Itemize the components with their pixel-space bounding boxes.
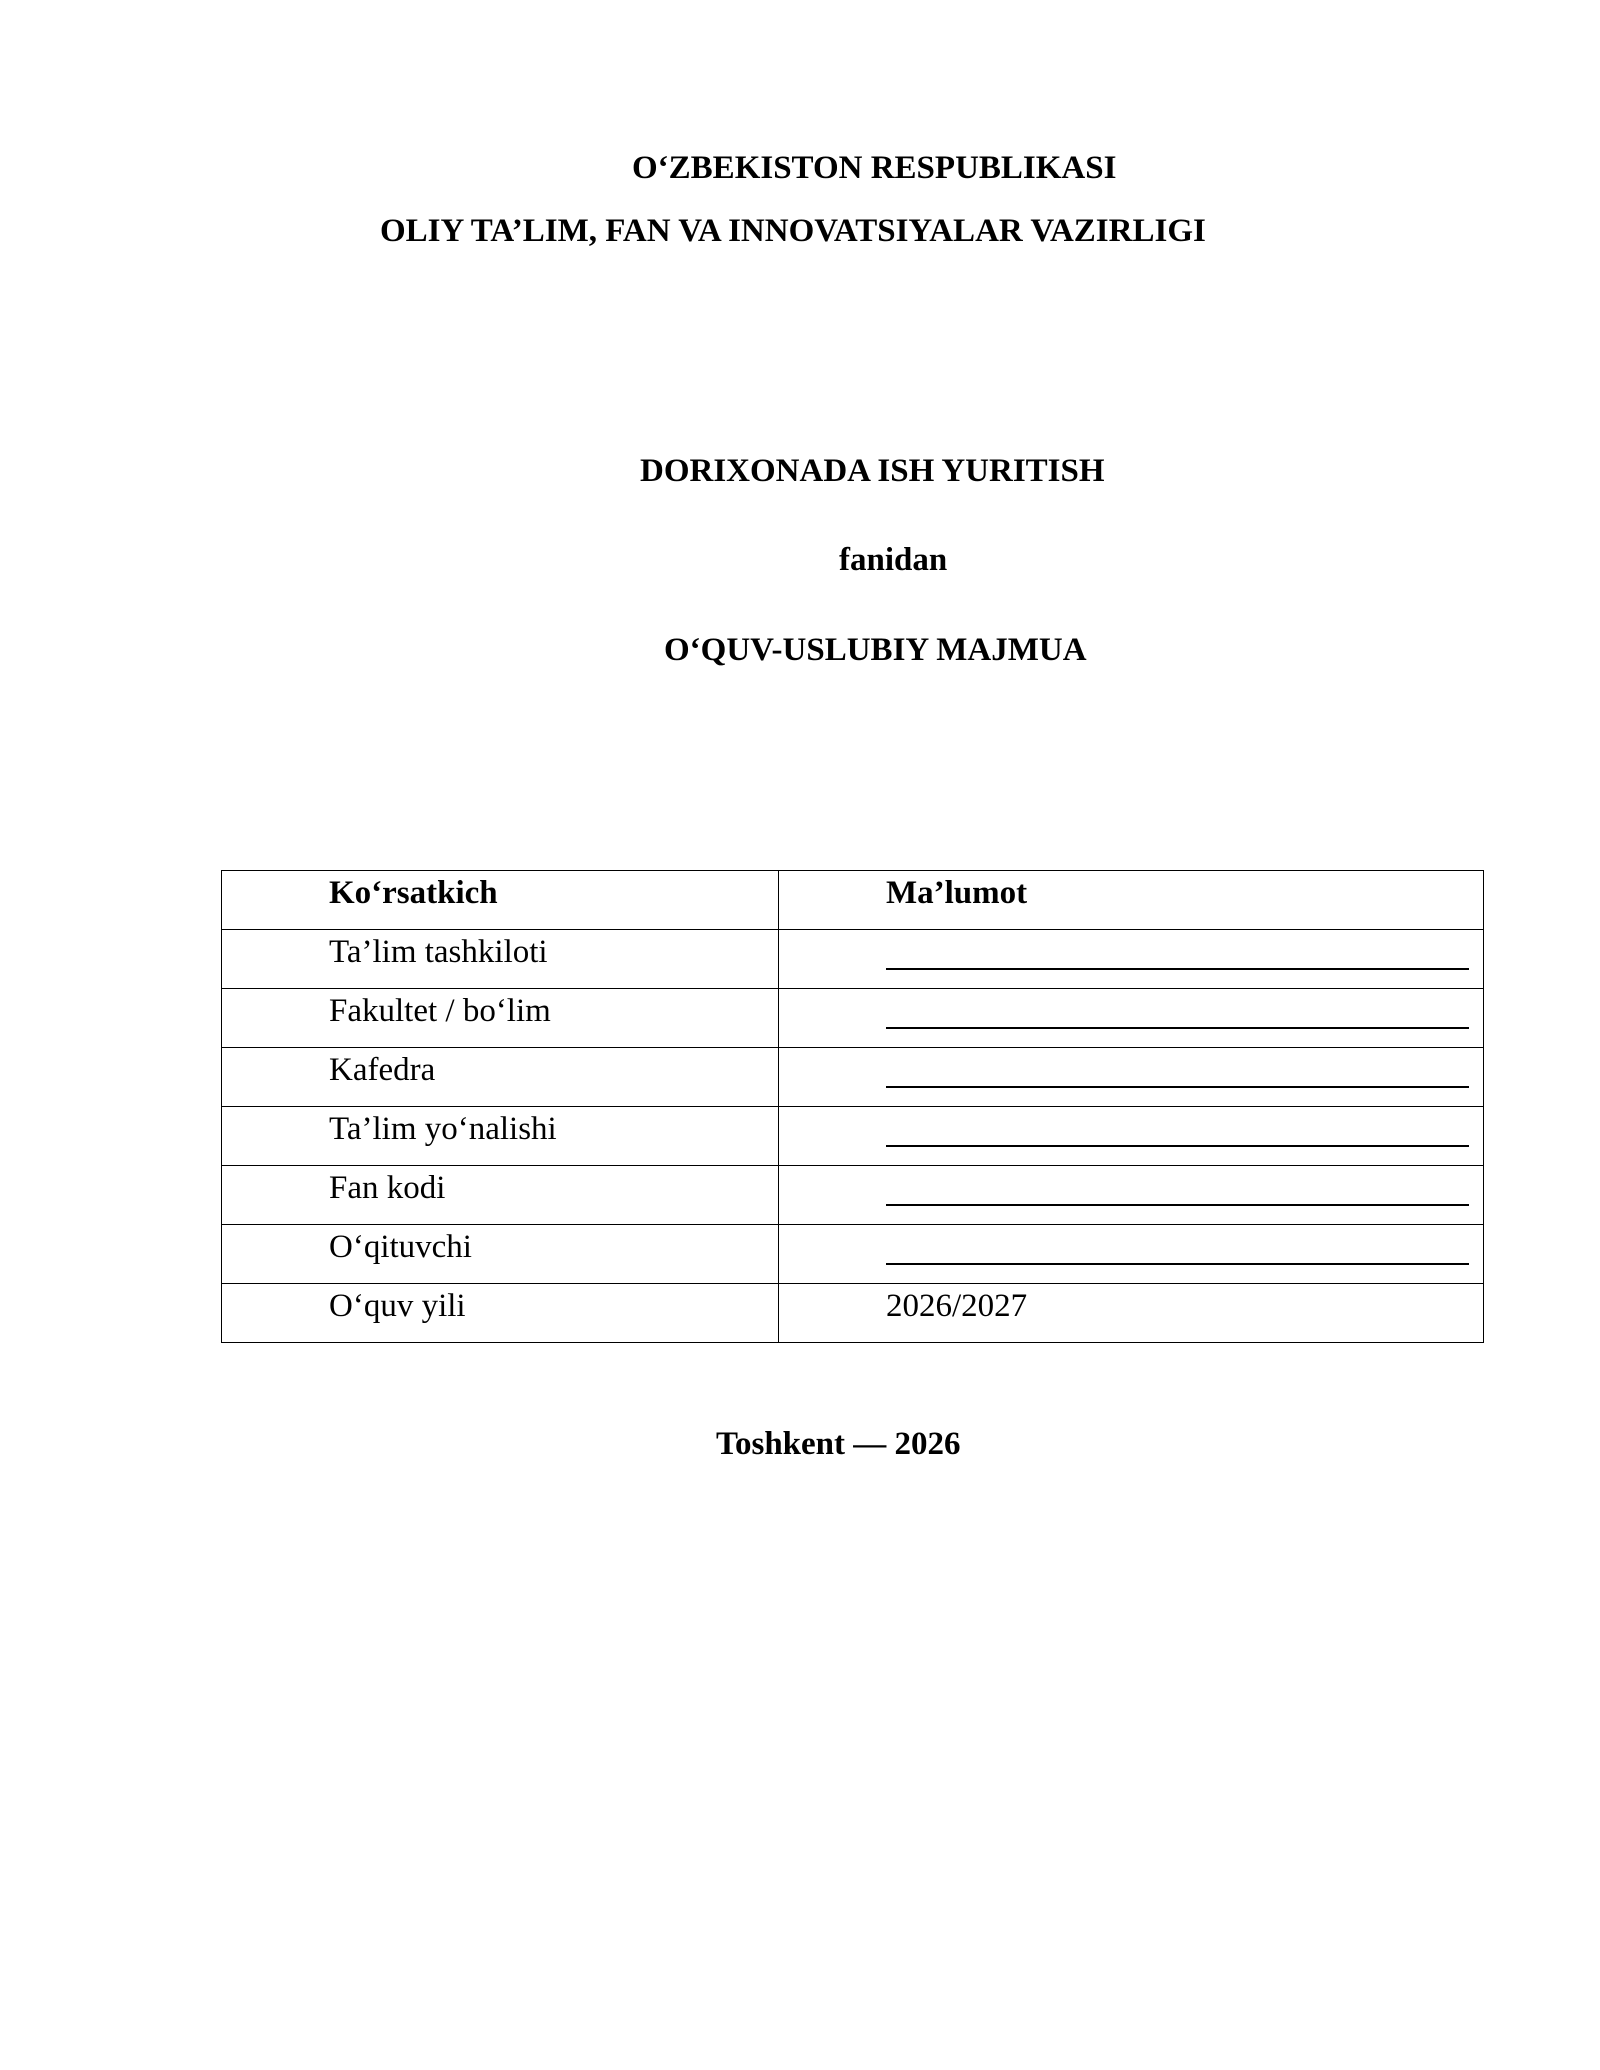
row-value (779, 930, 1483, 932)
footer-text: Toshkent — 2026 (716, 1426, 961, 1462)
row-value (779, 989, 1483, 991)
row-value-cell (779, 1048, 1484, 1107)
table-row (222, 1107, 1484, 1166)
row-value: 2026/2027 (886, 1288, 1028, 1324)
row-value-cell (779, 930, 1484, 989)
row-label: Ta’lim yo‘nalishi (329, 1111, 557, 1147)
header-cell-indicator (222, 871, 779, 930)
row-label-cell (222, 1107, 779, 1166)
row-label: O‘quv yili (329, 1288, 466, 1324)
row-value (779, 1048, 1483, 1050)
row-label-cell (222, 1166, 779, 1225)
table-header-row (222, 871, 1484, 930)
info-table-body (222, 871, 1484, 1343)
row-label-cell (222, 1225, 779, 1284)
table-row (222, 989, 1484, 1048)
row-label-cell (222, 1048, 779, 1107)
header-indicator-label: Ko‘rsatkich (329, 875, 498, 911)
fill-in-blank-line (886, 1027, 1469, 1029)
row-value-cell (779, 989, 1484, 1048)
fill-in-blank-line (886, 968, 1469, 970)
table-row (222, 1225, 1484, 1284)
table-row (222, 1284, 1484, 1343)
row-label: Kafedra (329, 1052, 436, 1088)
document-kind-text: O‘QUV-USLUBIY MAJMUA (664, 632, 1087, 668)
ministry-name: OLIY TA’LIM, FAN VA INNOVATSIYALAR VAZIRLIGI (380, 213, 1206, 249)
fill-in-blank-line (886, 1263, 1469, 1265)
header-info-label: Ma’lumot (886, 875, 1028, 911)
fill-in-blank-line (886, 1204, 1469, 1206)
row-value-cell (779, 1225, 1484, 1284)
row-label: O‘qituvchi (329, 1229, 472, 1265)
row-label: Fakultet / bo‘lim (329, 993, 551, 1029)
country-name: O‘ZBEKISTON RESPUBLIKASI (632, 150, 1117, 186)
table-row (222, 1166, 1484, 1225)
row-label: Fan kodi (329, 1170, 446, 1206)
row-label: Ta’lim tashkiloti (329, 934, 548, 970)
row-value-cell (779, 1166, 1484, 1225)
row-value (779, 1166, 1483, 1168)
fill-in-blank-line (886, 1145, 1469, 1147)
row-label-cell (222, 1284, 779, 1343)
row-label-cell (222, 989, 779, 1048)
subject-name: DORIXONADA ISH YURITISH (640, 453, 1105, 489)
row-value-cell (779, 1107, 1484, 1166)
row-value-cell (779, 1284, 1484, 1343)
fanidan-text: fanidan (839, 542, 948, 578)
row-value (779, 1107, 1483, 1109)
row-value (779, 1225, 1483, 1227)
row-label-cell (222, 930, 779, 989)
table-row (222, 1048, 1484, 1107)
table-row (222, 930, 1484, 989)
info-table (221, 870, 1484, 1343)
fill-in-blank-line (886, 1086, 1469, 1088)
header-cell-info (779, 871, 1484, 930)
